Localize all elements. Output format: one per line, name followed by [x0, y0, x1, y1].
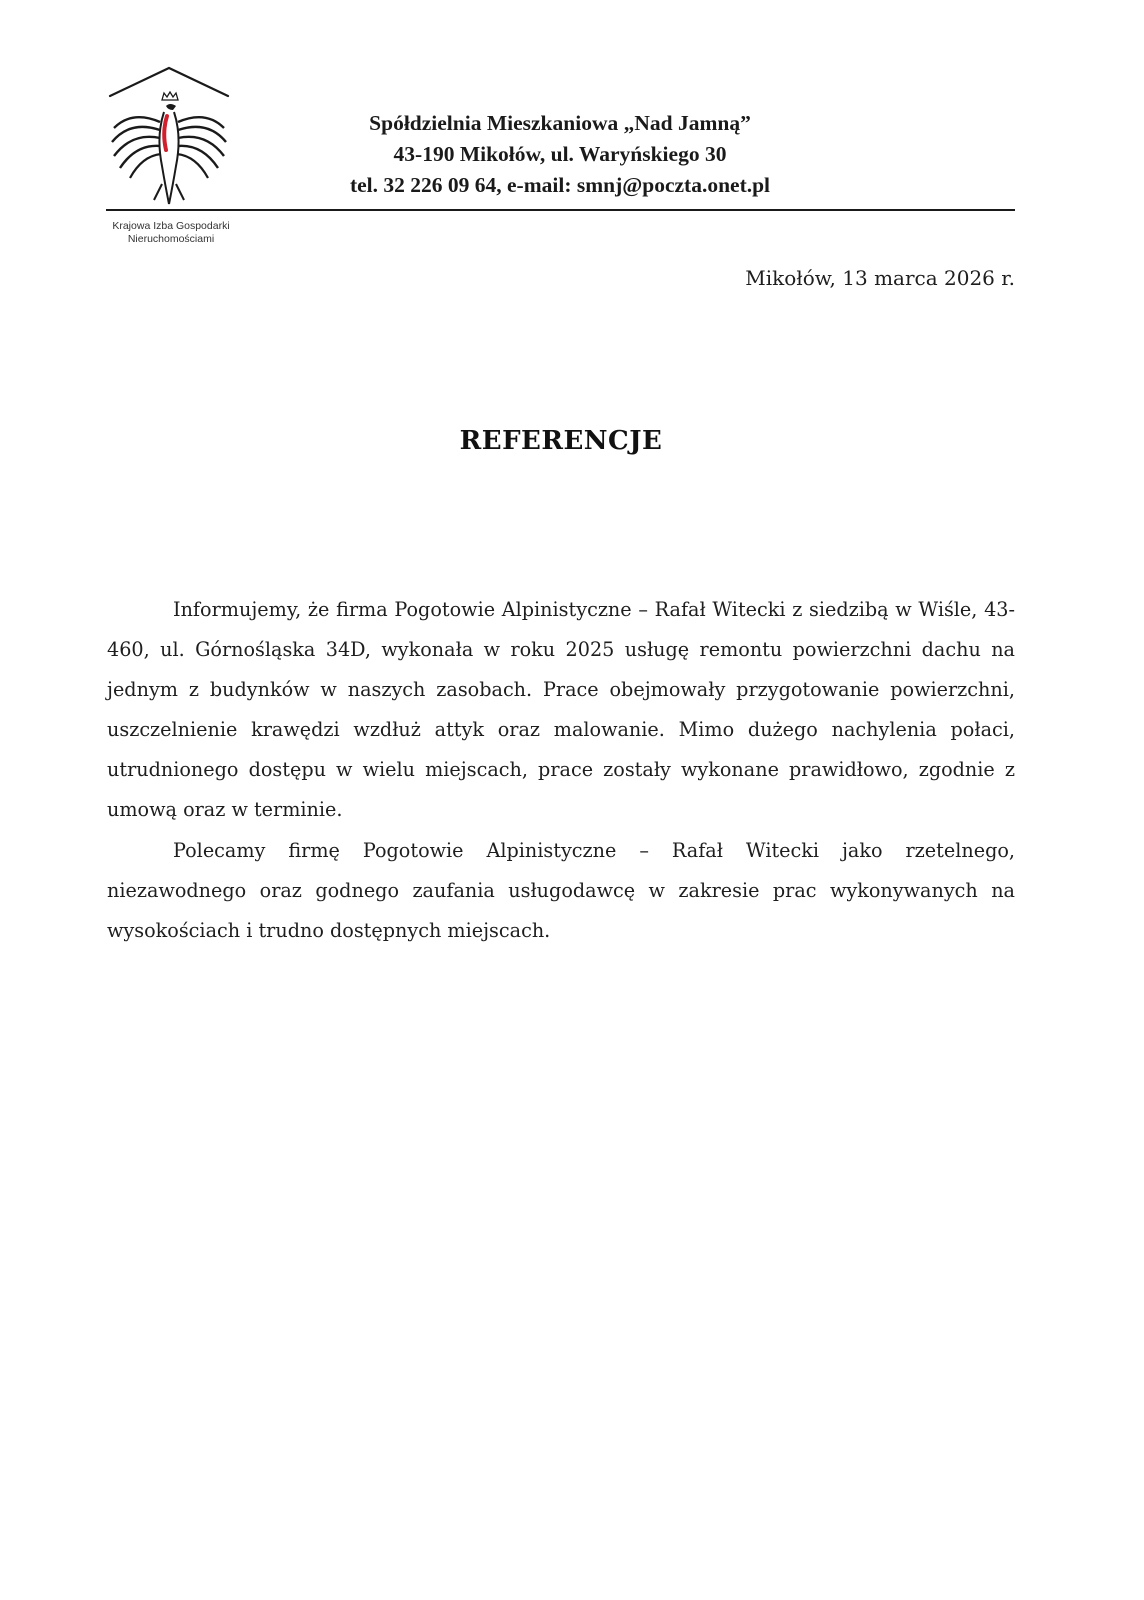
org-contact: tel. 32 226 09 64, e-mail: smnj@poczta.onet.pl — [349, 173, 771, 197]
document-title: REFERENCJE — [459, 426, 663, 456]
eagle-house-logo-icon — [104, 66, 234, 216]
body-paragraph-1: Informujemy, że firma Pogotowie Alpinistyczne – Rafał Witecki z siedzibą w Wiśle, 43-460, ul. Górnośląska 34D, wykonała w roku 2025 usługę remontu powierzchni dachu na jednym z budynków w naszych zasobach. Prace obejmowały przygotowanie powierzchni, uszczelnienie krawędzi wzdłuż attyk oraz malowanie. Mimo dużego nachylenia połaci, utrudnionego dostępu w wielu miejscach, prace zostały wykonane prawidłowo, zgodnie z umową oraz w terminie. — [107, 598, 1015, 822]
header-divider — [106, 209, 1015, 211]
date-line: Mikołów, 13 marca 2026 r. — [745, 266, 1015, 290]
letterhead — [290, 108, 830, 201]
body-paragraph-2: Polecamy firmę Pogotowie Alpinistyczne – Rafał Witecki jako rzetelnego, niezawodnego oraz godnego zaufania usługodawcę w zakresie prac wykonywanych na wysokościach i trudno dostępnych miejscach. — [107, 838, 1015, 942]
logo-caption — [96, 220, 246, 246]
logo-caption-line1: Krajowa Izba Gospodarki — [112, 220, 230, 232]
letter-body — [107, 590, 1015, 951]
org-address: 43-190 Mikołów, ul. Waryńskiego 30 — [393, 142, 727, 166]
logo-caption-line2: Nieruchomościami — [127, 233, 215, 245]
org-name: Spółdzielnia Mieszkaniowa „Nad Jamną” — [369, 111, 751, 135]
